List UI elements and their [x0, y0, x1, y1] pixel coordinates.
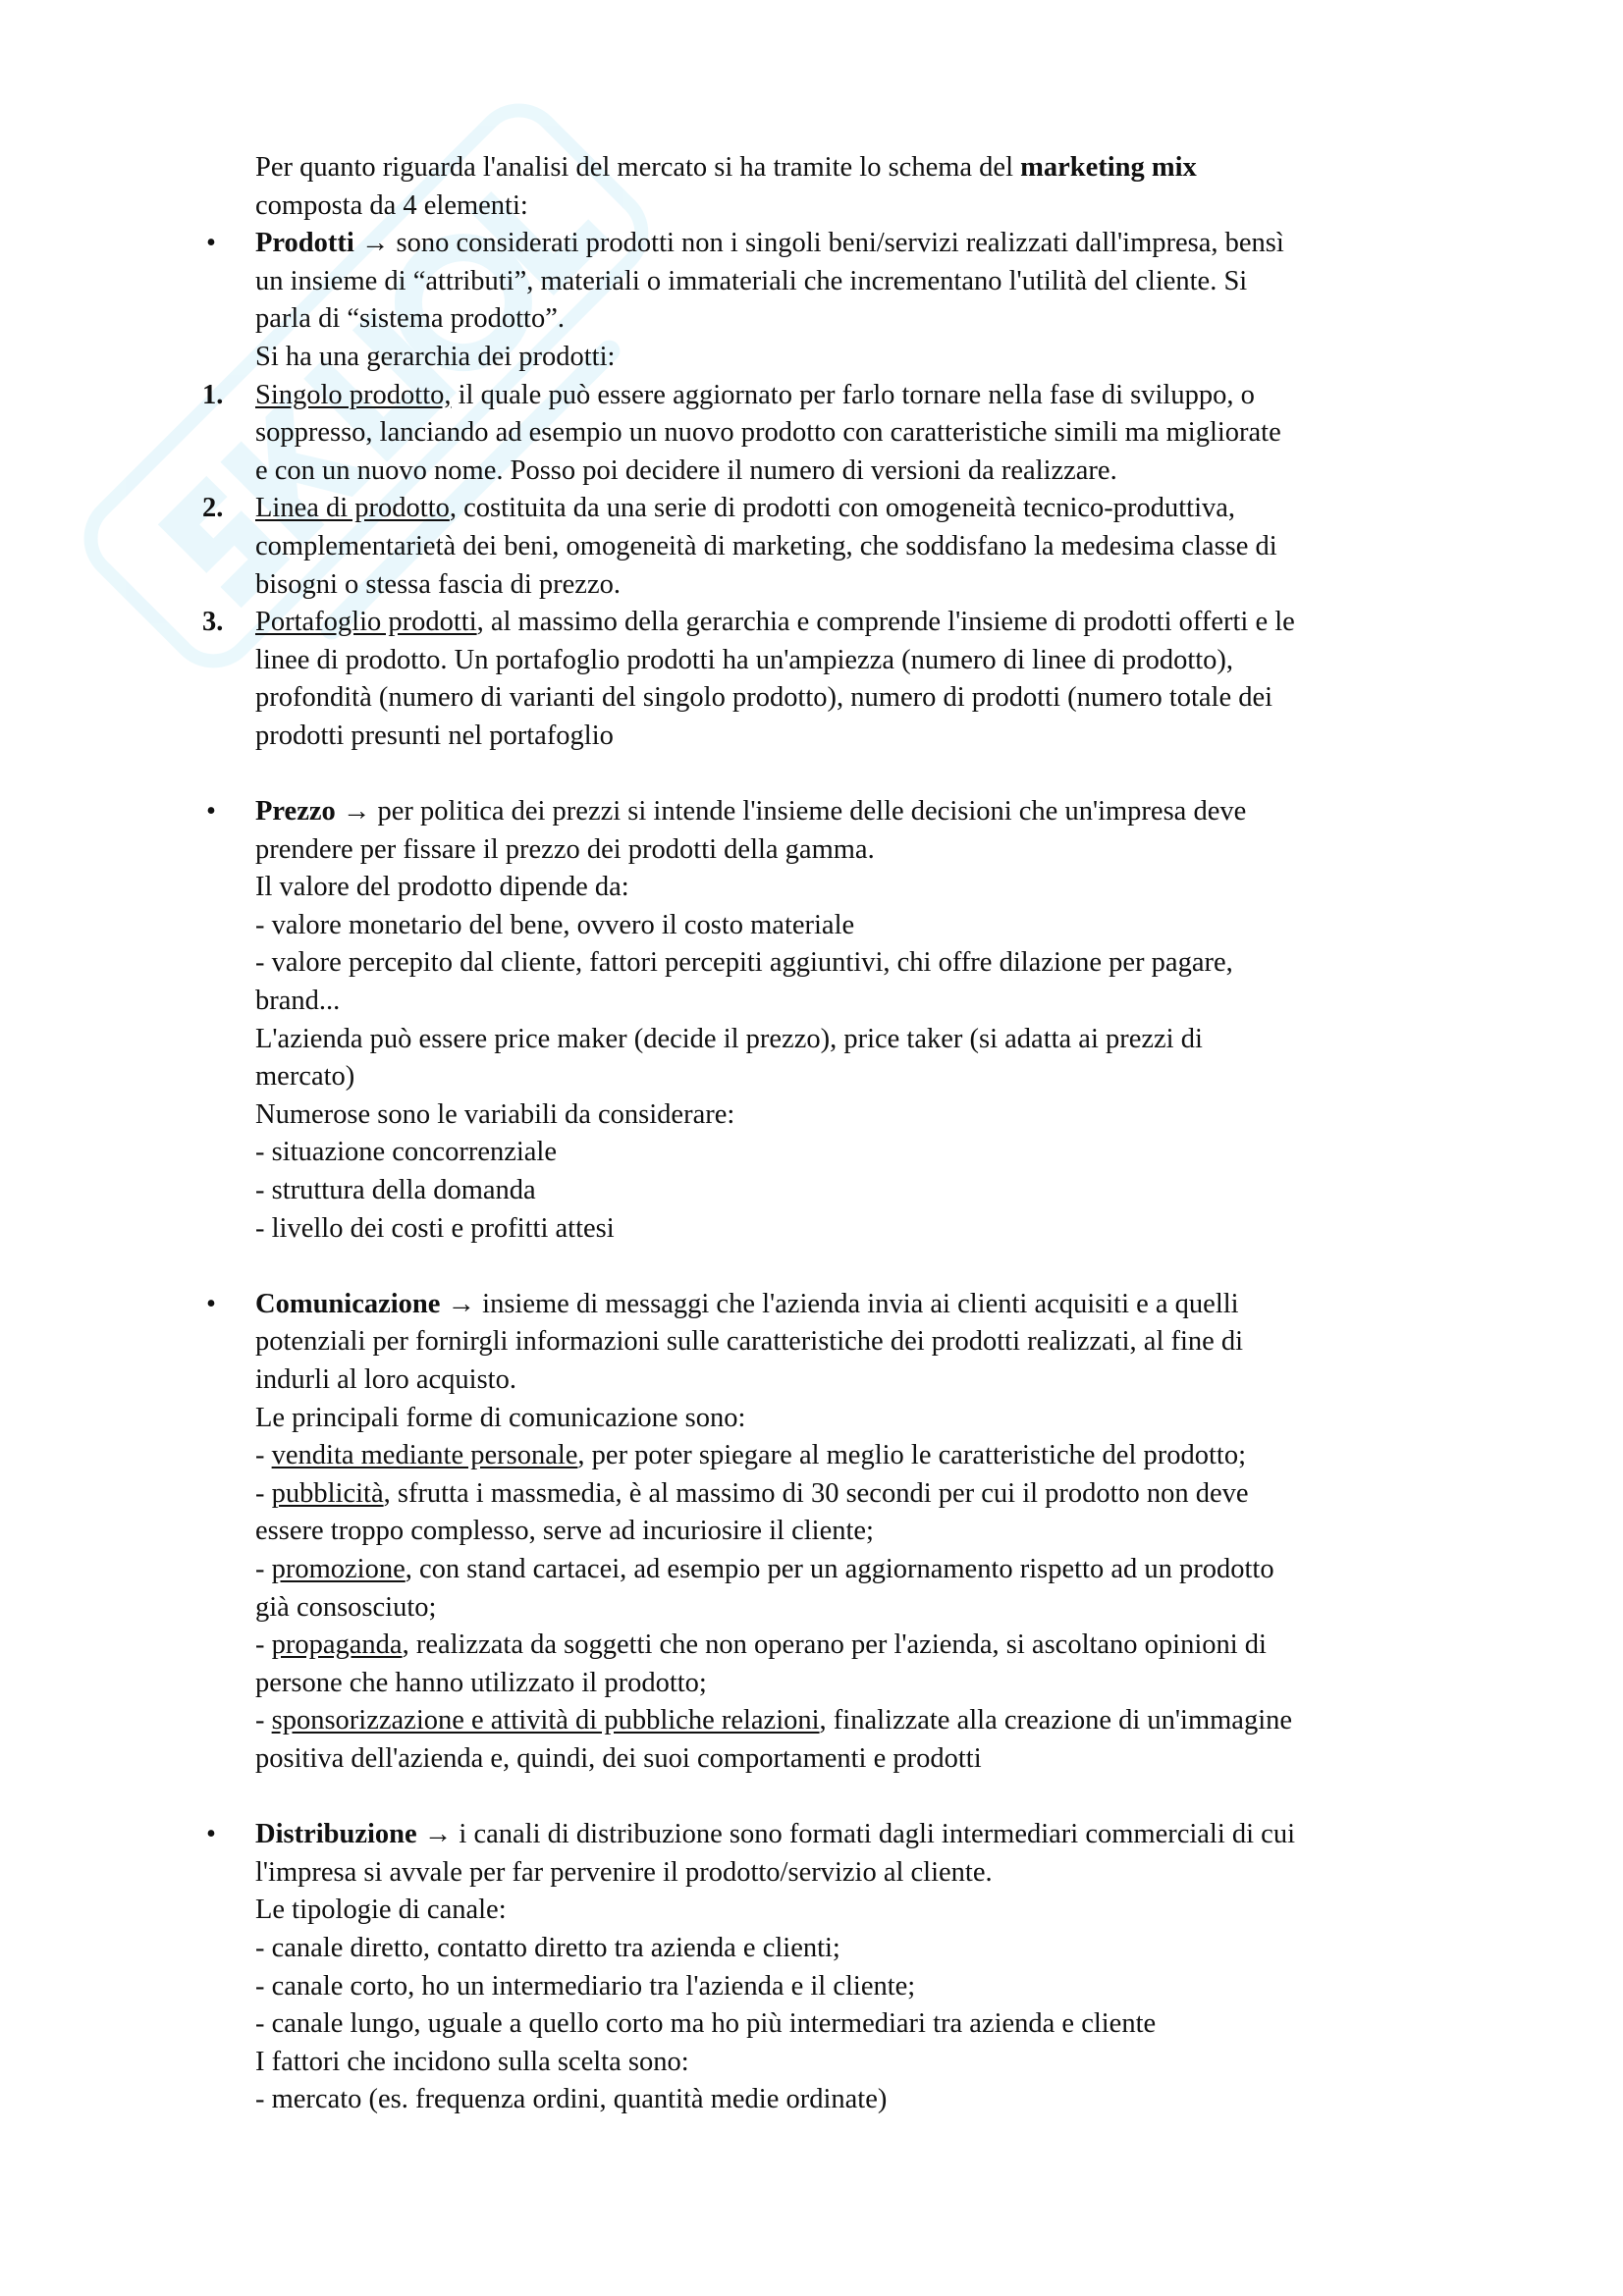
section-title-prodotti: Prodotti	[255, 228, 354, 259]
term-linea-di-prodotto: Linea di prodotto	[255, 493, 450, 524]
intro-text: Per quanto riguarda l'analisi del mercato si ha tramite lo schema del	[255, 152, 1021, 183]
distribuzione-text: Le tipologie di canale:	[255, 1895, 507, 1926]
prezzo-text: - livello dei costi e profitti attesi	[255, 1212, 615, 1244]
term-vendita: vendita mediante personale	[271, 1440, 578, 1471]
bullet-icon: •	[206, 1288, 216, 1319]
bullet-icon: •	[206, 796, 216, 828]
numbered-item-2	[202, 490, 1488, 604]
prezzo-text: Numerose sono le variabili da considerare:	[255, 1098, 735, 1130]
prezzo-text: prendere per fissare il prezzo dei prodotti della gamma.	[255, 833, 875, 865]
form-text-cont: già consosciuto;	[255, 1591, 437, 1623]
term-propaganda: propaganda	[271, 1629, 403, 1661]
arrow-right-icon: →	[423, 1819, 453, 1850]
distribuzione-text: - canale lungo, uguale a quello corto ma ho più intermediari tra azienda e cliente	[255, 2008, 1157, 2040]
bullet-prodotti	[202, 225, 1488, 376]
form-vendita	[255, 1437, 1488, 1475]
item-text: complementarietà dei beni, omogeneità di marketing, che soddisfano la medesima classe di	[255, 530, 1277, 561]
numbered-item-3	[202, 604, 1488, 755]
prezzo-text: mercato)	[255, 1061, 355, 1093]
item-text: il quale può essere aggiornato per farlo tornare nella fase di sviluppo, o	[451, 379, 1255, 410]
item-text: linee di prodotto. Un portafoglio prodotti ha un'ampiezza (numero di linee di prodotto),	[255, 644, 1234, 675]
dash: -	[255, 1477, 272, 1509]
form-text-cont: persone che hanno utilizzato il prodotto;	[255, 1667, 707, 1698]
blank-line	[202, 1779, 1488, 1817]
item-text: soppresso, lanciando ad esempio un nuovo prodotto con caratteristiche simili ma migliorate	[255, 417, 1281, 449]
distribuzione-text: I fattori che incidono sulla scelta sono:	[255, 2046, 689, 2077]
prezzo-text: brand...	[255, 986, 341, 1017]
prodotti-text-2: un insieme di “attributi”, materiali o immateriali che incrementano l'utilità del cliente. Si	[255, 265, 1248, 296]
prezzo-text: Il valore del prodotto dipende da:	[255, 872, 629, 903]
blank-line	[202, 1248, 1488, 1286]
bullet-distribuzione	[202, 1816, 1488, 2119]
comunicazione-text: potenziali per fornirgli informazioni sulle caratteristiche dei prodotti realizzati, al fine di	[255, 1326, 1244, 1358]
term-portafoglio-prodotti: Portafoglio prodotti	[255, 607, 477, 638]
intro-paragraph	[202, 149, 1488, 225]
prodotti-text-3: parla di “sistema prodotto”.	[255, 303, 565, 335]
form-pubblicita	[255, 1475, 1488, 1514]
bullet-icon: •	[206, 1819, 216, 1850]
dash: -	[255, 1629, 272, 1661]
distribuzione-text: - canale corto, ho un intermediario tra l'azienda e il cliente;	[255, 1970, 916, 2002]
form-text: , realizzata da soggetti che non operano per l'azienda, si ascoltano opinioni di	[402, 1629, 1267, 1661]
section-title-distribuzione: Distribuzione	[255, 1819, 417, 1850]
form-text: , per poter spiegare al meglio le caratteristiche del prodotto;	[577, 1440, 1246, 1471]
numbered-item-1	[202, 377, 1488, 491]
intro-line-1	[255, 149, 1488, 187]
prezzo-text: L'azienda può essere price maker (decide il prezzo), price taker (si adatta ai prezzi di	[255, 1023, 1203, 1054]
item-text: bisogni o stessa fascia di prezzo.	[255, 568, 621, 600]
arrow-right-icon: →	[447, 1288, 476, 1319]
term-sponsorizzazione: sponsorizzazione e attività di pubbliche relazioni	[271, 1705, 820, 1736]
term-pubblicita: pubblicità	[271, 1477, 384, 1509]
form-text-cont: essere troppo complesso, serve ad incuriosire il cliente;	[255, 1516, 874, 1547]
form-sponsorizzazione	[255, 1702, 1488, 1740]
comunicazione-text: insieme di messaggi che l'azienda invia ai clienti acquisiti e a quelli	[475, 1288, 1239, 1319]
arrow-right-icon: →	[342, 796, 371, 828]
prezzo-text: per politica dei prezzi si intende l'insieme delle decisioni che un'impresa deve	[370, 796, 1247, 828]
form-propaganda	[255, 1627, 1488, 1665]
prezzo-text: - struttura della domanda	[255, 1175, 536, 1206]
document-body	[202, 149, 1488, 2119]
distribuzione-text: i canali di distribuzione sono formati dagli intermediari commerciali di cui	[452, 1819, 1295, 1850]
form-text: , con stand cartacei, ad esempio per un aggiornamento rispetto ad un prodotto	[405, 1553, 1274, 1584]
prezzo-text: - valore monetario del bene, ovvero il costo materiale	[255, 909, 855, 940]
blank-line	[202, 756, 1488, 794]
bullet-comunicazione	[202, 1286, 1488, 1779]
item-text: prodotti presunti nel portafoglio	[255, 720, 614, 751]
comunicazione-text: Le principali forme di comunicazione sono:	[255, 1402, 746, 1433]
list-number: 1.	[202, 379, 224, 410]
term-promozione: promozione	[271, 1553, 406, 1584]
item-text: profondità (numero di varianti del singolo prodotto), numero di prodotti (numero totale dei	[255, 682, 1273, 714]
item-text: , al massimo della gerarchia e comprende l'insieme di prodotti offerti e le	[476, 607, 1295, 638]
prodotti-text-1: sono considerati prodotti non i singoli beni/servizi realizzati dall'impresa, bensì	[389, 228, 1284, 259]
distribuzione-text: - mercato (es. frequenza ordini, quantità medie ordinate)	[255, 2084, 888, 2115]
intro-line-2: composta da 4 elementi:	[255, 189, 528, 221]
item-text: e con un nuovo nome. Posso poi decidere il numero di versioni da realizzare.	[255, 454, 1117, 486]
section-title-comunicazione: Comunicazione	[255, 1288, 441, 1319]
marketing-mix-term: marketing mix	[1020, 152, 1197, 183]
dash: -	[255, 1440, 272, 1471]
form-promozione	[255, 1551, 1488, 1589]
distribuzione-text: - canale diretto, contatto diretto tra azienda e clienti;	[255, 1932, 840, 1963]
arrow-right-icon: →	[360, 228, 390, 259]
form-text: , sfrutta i massmedia, è al massimo di 30 secondi per cui il prodotto non deve	[383, 1477, 1249, 1509]
list-number: 2.	[202, 493, 224, 524]
prezzo-text: - valore percepito dal cliente, fattori percepiti aggiuntivi, chi offre dilazione per pagare,	[255, 947, 1233, 979]
item-text: , costituita da una serie di prodotti con omogeneità tecnico-produttiva,	[449, 493, 1236, 524]
bullet-icon: •	[206, 228, 216, 259]
bullet-prezzo	[202, 793, 1488, 1248]
form-text-cont: positiva dell'azienda e, quindi, dei suoi comportamenti e prodotti	[255, 1742, 982, 1774]
dash: -	[255, 1553, 272, 1584]
comunicazione-text: indurli al loro acquisto.	[255, 1364, 516, 1395]
prezzo-text: - situazione concorrenziale	[255, 1137, 558, 1168]
distribuzione-text: l'impresa si avvale per far pervenire il prodotto/servizio al cliente.	[255, 1856, 993, 1888]
list-number: 3.	[202, 607, 224, 638]
term-singolo-prodotto: Singolo prodotto,	[255, 379, 452, 410]
dash: -	[255, 1705, 272, 1736]
form-text: , finalizzate alla creazione di un'immagine	[819, 1705, 1293, 1736]
section-title-prezzo: Prezzo	[255, 796, 336, 828]
prodotti-text-4: Si ha una gerarchia dei prodotti:	[255, 341, 616, 372]
